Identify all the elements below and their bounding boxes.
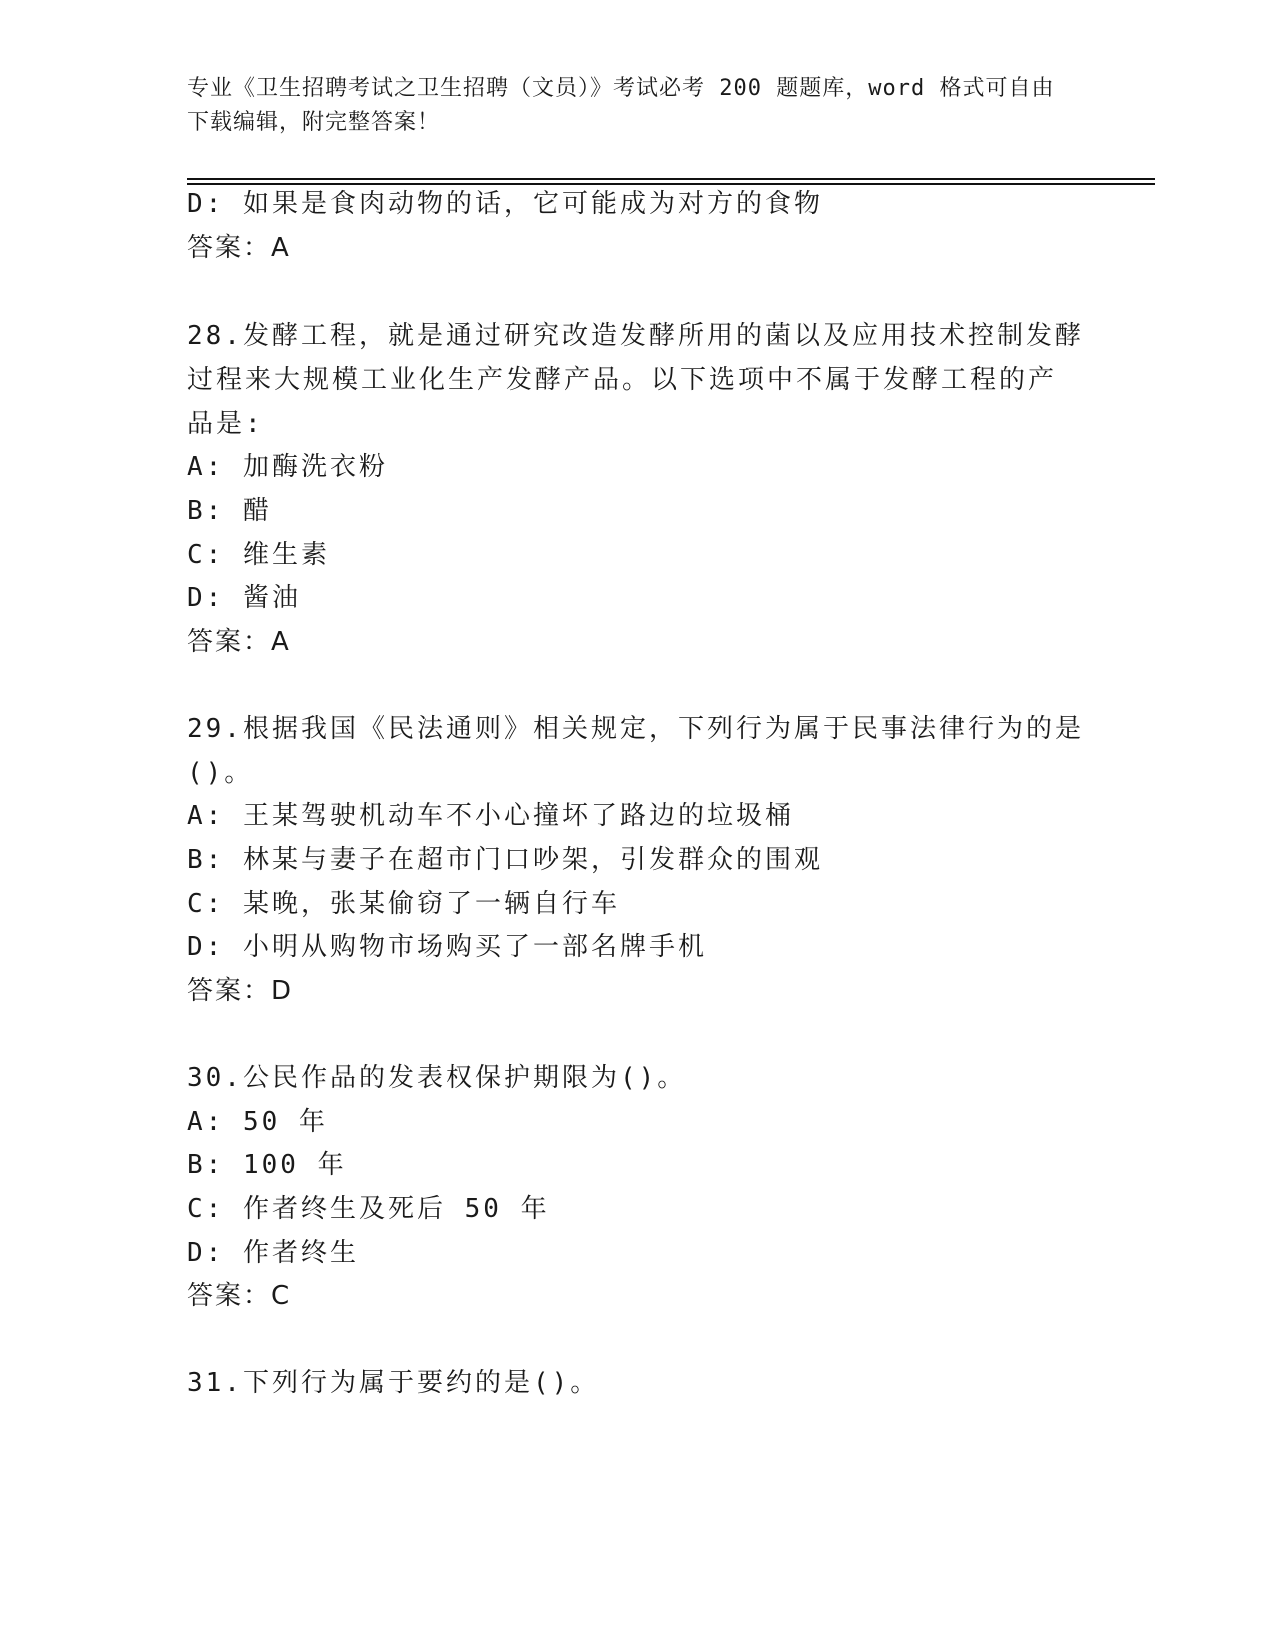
prev-option-d: D: 如果是食肉动物的话，它可能成为对方的食物	[187, 189, 823, 219]
q30-option-c: C: 作者终生及死后 50 年	[187, 1194, 550, 1224]
q30-answer: 答案：C	[187, 1281, 292, 1311]
q28-answer: 答案：A	[187, 627, 291, 657]
q29-text-line1: 29.根据我国《民法通则》相关规定，下列行为属于民事法律行为的是	[187, 714, 1084, 744]
q29-answer: 答案：D	[187, 976, 294, 1006]
q29-option-a: A: 王某驾驶机动车不小心撞坏了路边的垃圾桶	[187, 801, 794, 831]
q28-option-a: A: 加酶洗衣粉	[187, 452, 388, 482]
q29-option-d: D: 小明从购物市场购买了一部名牌手机	[187, 932, 707, 962]
q28-option-c: C: 维生素	[187, 540, 330, 570]
q28-text-line1: 28.发酵工程，就是通过研究改造发酵所用的菌以及应用技术控制发酵	[187, 321, 1084, 351]
q30-option-b: B: 100 年	[187, 1150, 347, 1180]
q30-option-a: A: 50 年	[187, 1107, 328, 1137]
q31-text-line1: 31.下列行为属于要约的是()。	[187, 1368, 600, 1398]
q28-option-b: B: 醋	[187, 496, 272, 526]
document-header: 专业《卫生招聘考试之卫生招聘（文员）》考试必考 200 题题库，word 格式可自由下载编辑，附完整答案！	[187, 76, 1055, 135]
q28-option-d: D: 酱油	[187, 583, 301, 613]
q29-option-c: C: 某晚，张某偷窃了一辆自行车	[187, 889, 620, 919]
header-rule-bottom	[187, 183, 1155, 185]
q30-option-d: D: 作者终生	[187, 1238, 359, 1268]
q29-option-b: B: 林某与妻子在超市门口吵架，引发群众的围观	[187, 845, 823, 875]
q28-text-line3: 品是:	[187, 409, 264, 439]
q29-text-line2: ()。	[187, 758, 254, 788]
q28-text-line2: 过程来大规模工业化生产发酵产品。以下选项中不属于发酵工程的产	[187, 365, 1058, 395]
prev-answer: 答案：A	[187, 233, 291, 263]
header-rule-top	[187, 178, 1155, 180]
q30-text-line1: 30.公民作品的发表权保护期限为()。	[187, 1063, 687, 1093]
